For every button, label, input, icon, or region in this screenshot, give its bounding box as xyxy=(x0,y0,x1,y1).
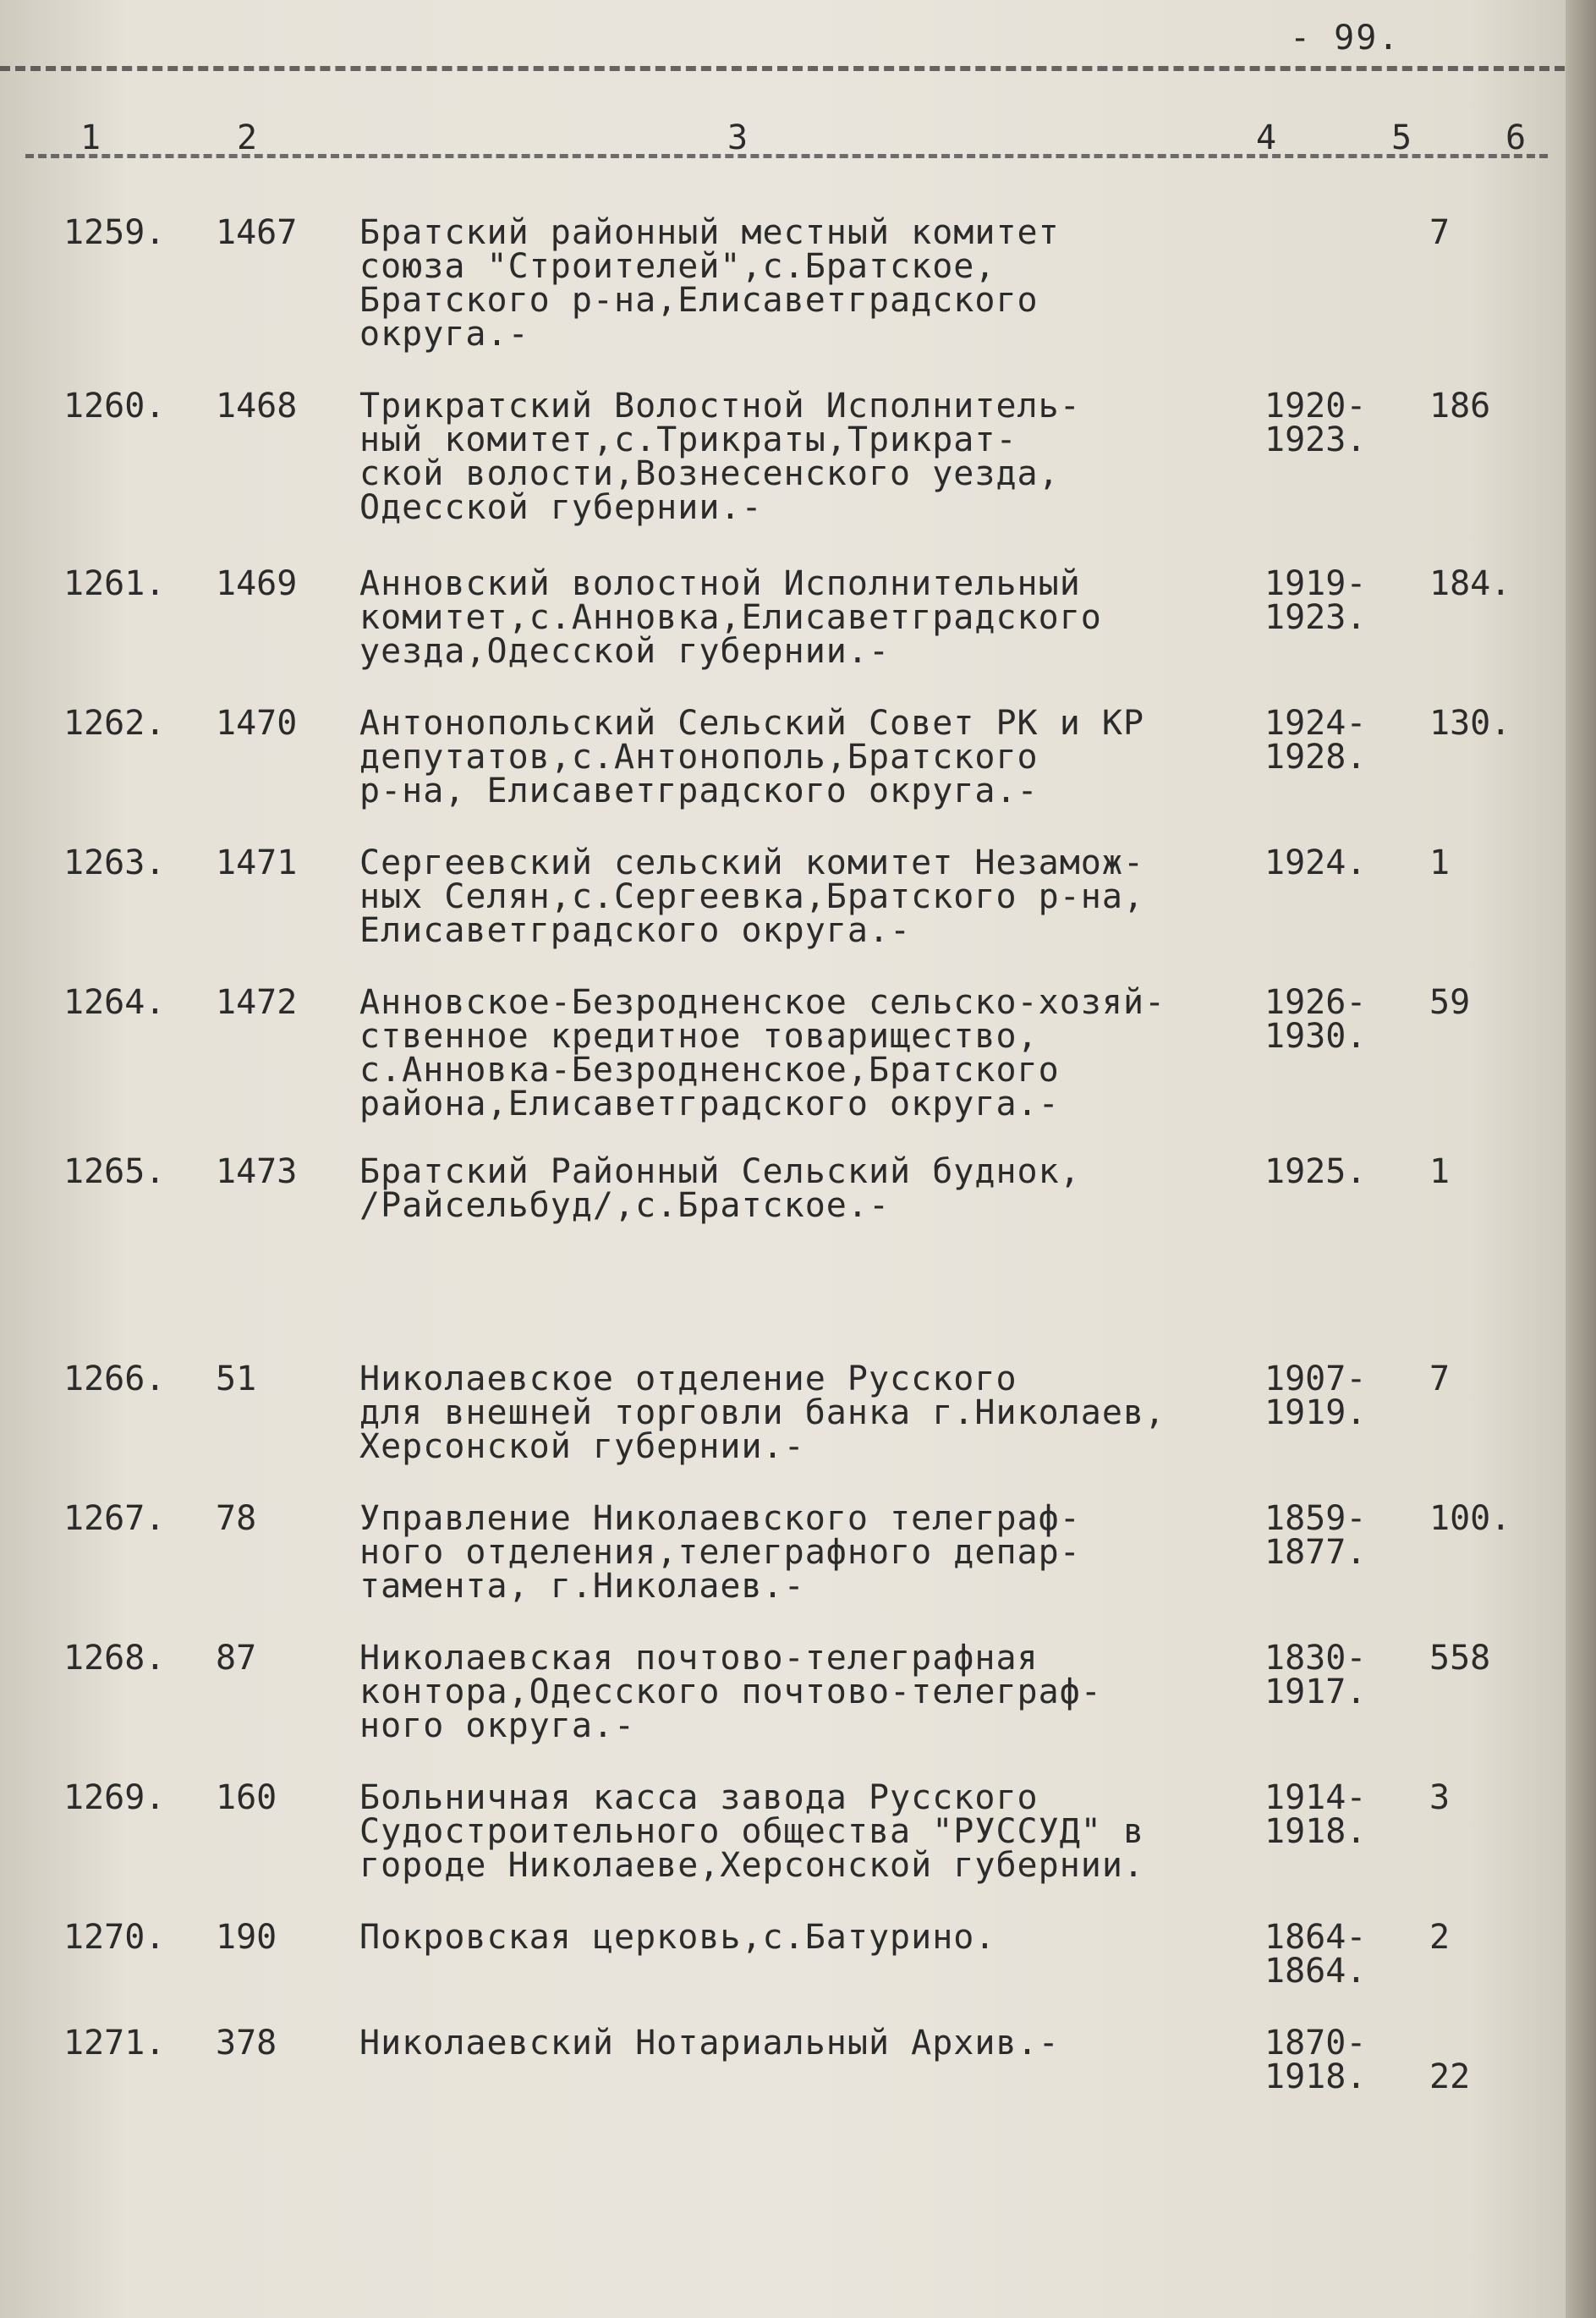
column-header-3: 3 xyxy=(727,118,749,157)
entry-title: Братский районный местный комитет союза "Строителей",с.Братское, Братского р-на,Елисаветградского округа.- xyxy=(359,213,1060,354)
entry-years: 1870- 1918. xyxy=(1264,2024,1367,2096)
entry-years: 1920- 1923. xyxy=(1264,387,1367,459)
fund-number: 1473 xyxy=(216,1152,298,1191)
entry-count: 1 xyxy=(1429,843,1451,882)
entry-title: Антонопольский Сельский Совет РК и КР депутатов,с.Антонополь,Братского р-на, Елисаветградского округа.- xyxy=(359,704,1145,810)
entry-title: Управление Николаевского телеграф- ного отделения,телеграфного депар- тамента, г.Николаев.- xyxy=(359,1499,1081,1606)
entry-years: 1924. xyxy=(1264,843,1367,882)
entry-years: 1859- 1877. xyxy=(1264,1499,1367,1572)
entry-count: 59 xyxy=(1429,983,1471,1022)
entry-years: 1926- 1930. xyxy=(1264,983,1367,1056)
fund-number: 1470 xyxy=(216,704,298,743)
entry-number: 1269. xyxy=(63,1778,166,1817)
entry-number: 1259. xyxy=(63,213,166,252)
column-header-5: 5 xyxy=(1391,118,1412,157)
entry-number: 1271. xyxy=(63,2024,166,2063)
entry-count: 3 xyxy=(1429,1778,1451,1817)
entry-number: 1268. xyxy=(63,1639,166,1678)
fund-number: 51 xyxy=(216,1359,257,1398)
column-header-6: 6 xyxy=(1506,118,1527,157)
entry-number: 1263. xyxy=(63,843,166,882)
entry-count: 7 xyxy=(1429,1359,1451,1398)
entry-title: Трикратский Волостной Исполнитель- ный комитет,с.Трикраты,Трикрат- ской волости,Вознесенского уезда, Одесской губернии.- xyxy=(359,387,1081,527)
header-dashed-rule xyxy=(25,154,1548,158)
entry-years: 1924- 1928. xyxy=(1264,704,1367,777)
entry-number: 1261. xyxy=(63,564,166,603)
entry-count: 2 xyxy=(1429,1918,1451,1957)
entry-years: 1907- 1919. xyxy=(1264,1359,1367,1432)
fund-number: 87 xyxy=(216,1639,257,1678)
entry-number: 1270. xyxy=(63,1918,166,1957)
entry-years: 1919- 1923. xyxy=(1264,564,1367,637)
entry-title: Николаевская почтово-телеграфная контора,Одесского почтово-телеграф- ного округа.- xyxy=(359,1639,1102,1745)
page-edge xyxy=(1566,0,1596,2318)
entry-number: 1264. xyxy=(63,983,166,1022)
fund-number: 378 xyxy=(216,2024,277,2063)
entry-number: 1267. xyxy=(63,1499,166,1538)
page-number: - 99. xyxy=(1290,19,1401,58)
entry-title: Больничная касса завода Русского Судостроительного общества "РУССУД" в городе Николаеве,Херсонской губернии. xyxy=(359,1778,1145,1885)
entry-count: 100. xyxy=(1429,1499,1511,1538)
entry-count: 22 xyxy=(1429,2057,1471,2096)
entry-number: 1260. xyxy=(63,387,166,426)
entry-number: 1262. xyxy=(63,704,166,743)
entry-count: 130. xyxy=(1429,704,1511,743)
column-header-4: 4 xyxy=(1256,118,1277,157)
fund-number: 160 xyxy=(216,1778,277,1817)
fund-number: 190 xyxy=(216,1918,277,1957)
fund-number: 1467 xyxy=(216,213,298,252)
entry-count: 186 xyxy=(1429,387,1491,426)
entry-title: Братский Районный Сельский буднок, /Райсельбуд/,с.Братское.- xyxy=(359,1152,1081,1225)
column-header-2: 2 xyxy=(237,118,258,157)
entry-title: Сергеевский сельский комитет Незамож- ных Селян,с.Сергеевка,Братского р-на, Елисаветградского округа.- xyxy=(359,843,1145,950)
entry-title: Анновское-Безродненское сельско-хозяй- ственное кредитное товарищество, с.Анновка-Безродненское,Братского района,Елисаветградского округа.- xyxy=(359,983,1166,1123)
entry-count: 7 xyxy=(1429,213,1451,252)
fund-number: 1468 xyxy=(216,387,298,426)
entry-years: 1830- 1917. xyxy=(1264,1639,1367,1711)
top-dashed-rule xyxy=(0,66,1565,71)
entry-count: 558 xyxy=(1429,1639,1491,1678)
entry-count: 184. xyxy=(1429,564,1511,603)
entry-years: 1925. xyxy=(1264,1152,1367,1191)
entry-count: 1 xyxy=(1429,1152,1451,1191)
entry-title: Николаевский Нотариальный Архив.- xyxy=(359,2024,1060,2063)
entry-years: 1864- 1864. xyxy=(1264,1918,1367,1991)
entry-title: Анновский волостной Исполнительный комитет,с.Анновка,Елисаветградского уезда,Одесской губернии.- xyxy=(359,564,1102,671)
entry-years: 1914- 1918. xyxy=(1264,1778,1367,1851)
entry-number: 1266. xyxy=(63,1359,166,1398)
fund-number: 1469 xyxy=(216,564,298,603)
fund-number: 1472 xyxy=(216,983,298,1022)
fund-number: 1471 xyxy=(216,843,298,882)
entry-title: Покровская церковь,с.Батурино. xyxy=(359,1918,996,1957)
entry-title: Николаевское отделение Русского для внешней торговли банка г.Николаев, Херсонской губернии.- xyxy=(359,1359,1166,1466)
fund-number: 78 xyxy=(216,1499,257,1538)
column-header-1: 1 xyxy=(80,118,101,157)
entry-number: 1265. xyxy=(63,1152,166,1191)
